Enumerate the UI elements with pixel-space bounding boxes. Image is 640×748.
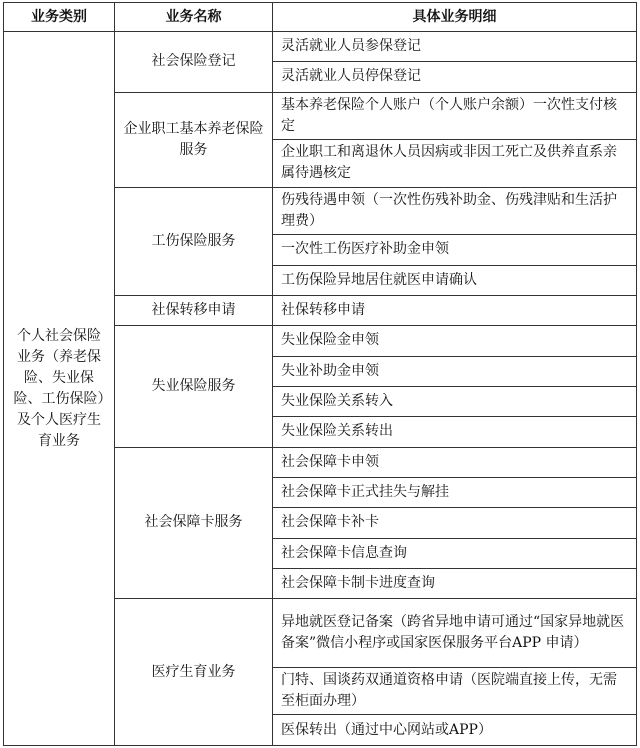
category-cell: 个人社会保险业务（养老保险、失业保险、工伤保险）及个人医疗生育业务 [4,32,115,746]
service-item: 社会保障卡正式挂失与解挂 [273,477,637,507]
service-item: 失业保险关系转出 [273,417,637,447]
service-name: 社会保险登记 [115,32,273,93]
service-item: 医保转出（通过中心网站或APP） [273,715,637,746]
service-item: 社保转移申请 [273,295,637,325]
service-item: 失业保险金申领 [273,326,637,356]
service-name: 医疗生育业务 [115,599,273,746]
header-detail: 具体业务明细 [273,3,637,32]
service-name: 工伤保险服务 [115,187,273,295]
service-item: 社会保障卡申领 [273,447,637,477]
business-table [3,2,637,746]
header-name: 业务名称 [115,3,273,32]
service-item: 灵活就业人员参保登记 [273,32,637,62]
service-item: 灵活就业人员停保登记 [273,62,637,92]
service-item: 基本养老保险个人账户（个人账户余额）一次性支付核定 [273,92,637,140]
service-item: 工伤保险异地居住就医申请确认 [273,265,637,295]
header-row [4,3,637,32]
service-item: 失业补助金申领 [273,356,637,386]
service-item: 社会保障卡补卡 [273,508,637,538]
service-name: 社会保障卡服务 [115,447,273,599]
service-item: 一次性工伤医疗补助金申领 [273,235,637,265]
service-item: 社会保障卡制卡进度查询 [273,568,637,598]
service-item: 伤残待遇申领（一次性伤残补助金、伤残津贴和生活护理费） [273,187,637,235]
service-item: 社会保障卡信息查询 [273,538,637,568]
service-item: 企业职工和离退休人员因病或非因工死亡及供养直系亲属待遇核定 [273,140,637,188]
service-name: 失业保险服务 [115,326,273,447]
service-name: 社保转移申请 [115,295,273,325]
table-row [4,32,637,62]
service-item: 门特、国谈药双通道资格申请（医院端直接上传，无需至柜面办理） [273,667,637,715]
header-category: 业务类别 [4,3,115,32]
service-item: 异地就医登记备案（跨省异地申请可通过“国家异地就医备案”微信小程序或国家医保服务平台APP 申请） [273,599,637,668]
service-item: 失业保险关系转入 [273,386,637,416]
service-name: 企业职工基本养老保险服务 [115,92,273,187]
